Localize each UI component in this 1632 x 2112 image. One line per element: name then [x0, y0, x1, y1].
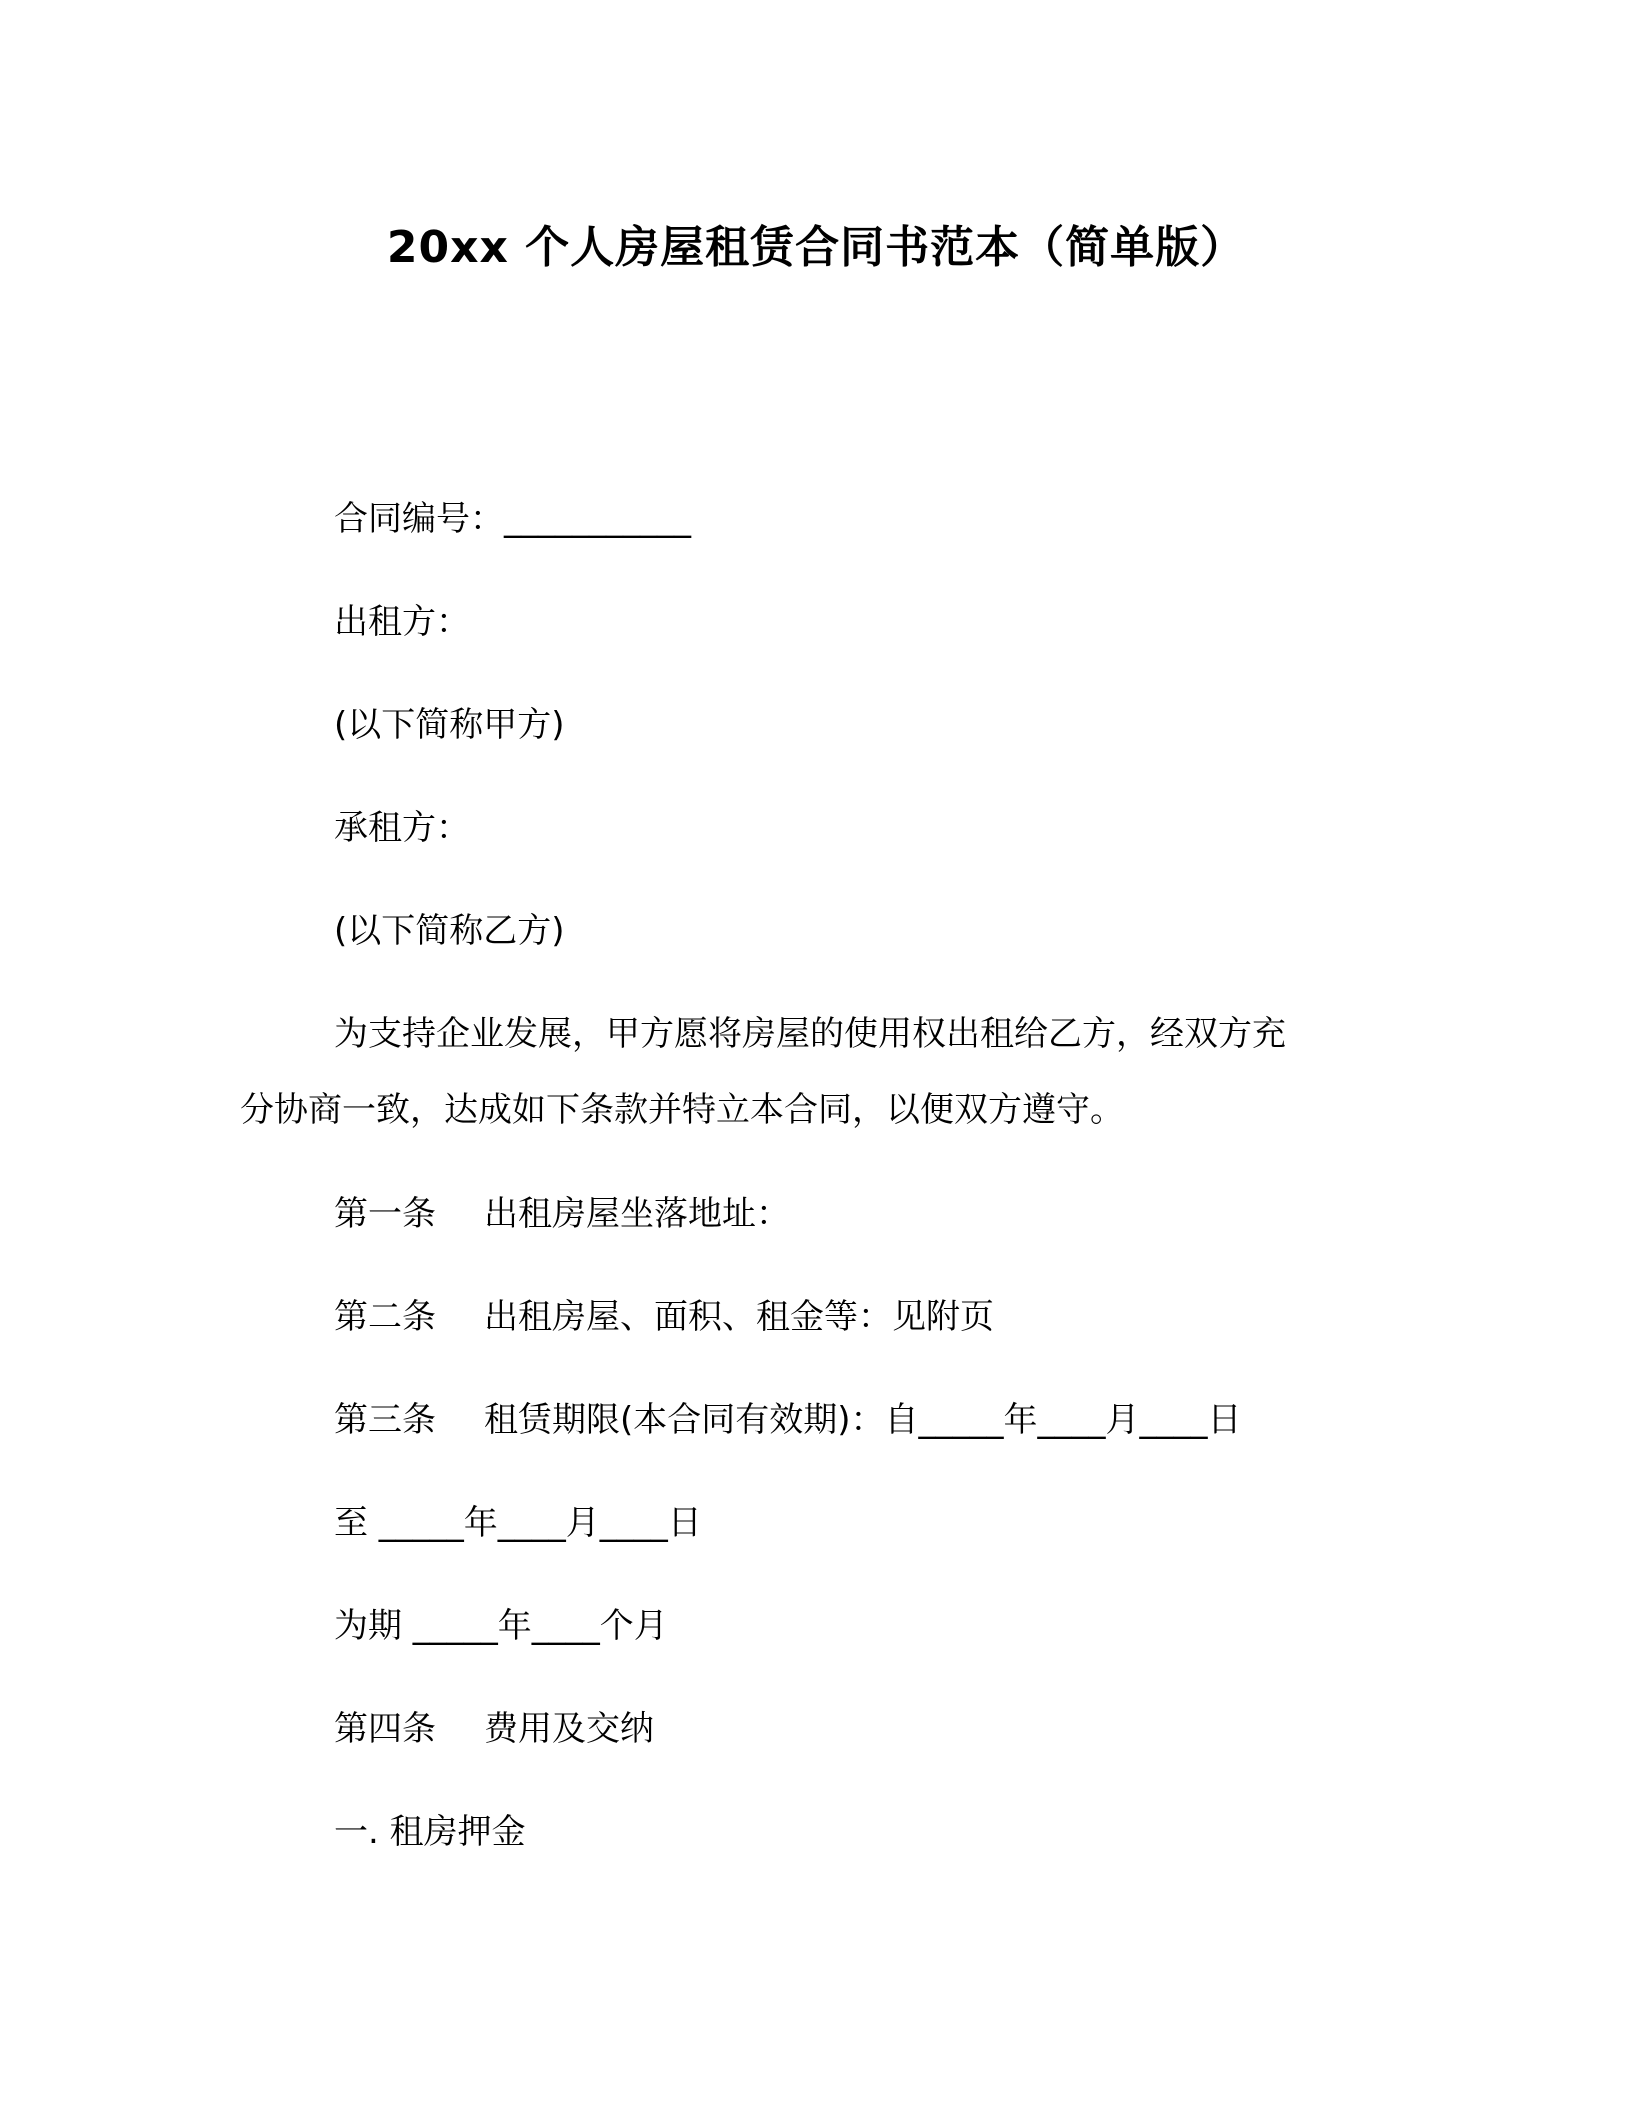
document-title: 20xx 个人房屋租赁合同书范本（简单版） [386, 222, 1246, 273]
article-1 [334, 1189, 790, 1239]
article-4 [334, 1704, 654, 1754]
lessee-abbreviation: (以下简称乙方) [334, 911, 565, 951]
article-3-number: 第三条 [334, 1400, 436, 1440]
article-2 [334, 1292, 994, 1342]
article-2-text: 出租房屋、面积、租金等：见附页 [484, 1297, 994, 1337]
article-1-number: 第一条 [334, 1194, 436, 1234]
article-2-number: 第二条 [334, 1297, 436, 1337]
article-4-text: 费用及交纳 [484, 1709, 654, 1749]
lessor-abbreviation: (以下简称甲方) [334, 705, 565, 745]
lessee-line: 承租方： [334, 808, 470, 848]
article-3-text: 租赁期限(本合同有效期)：自_____年____月____日 [484, 1400, 1242, 1440]
intro-paragraph-line-1: 为支持企业发展，甲方愿将房屋的使用权出租给乙方，经双方充 [334, 1014, 1286, 1054]
lessor-line: 出租方： [334, 602, 470, 642]
item-1-deposit: 一. 租房押金 [334, 1812, 526, 1852]
contract-number-line: 合同编号：___________ [334, 499, 691, 539]
article-3 [334, 1395, 1242, 1445]
article-1-text: 出租房屋坐落地址： [484, 1194, 790, 1234]
article-4-number: 第四条 [334, 1709, 436, 1749]
intro-paragraph-line-2: 分协商一致，达成如下条款并特立本合同，以便双方遵守。 [240, 1090, 1124, 1130]
term-end-line: 至 _____年____月____日 [334, 1503, 702, 1543]
term-duration-line: 为期 _____年____个月 [334, 1606, 668, 1646]
